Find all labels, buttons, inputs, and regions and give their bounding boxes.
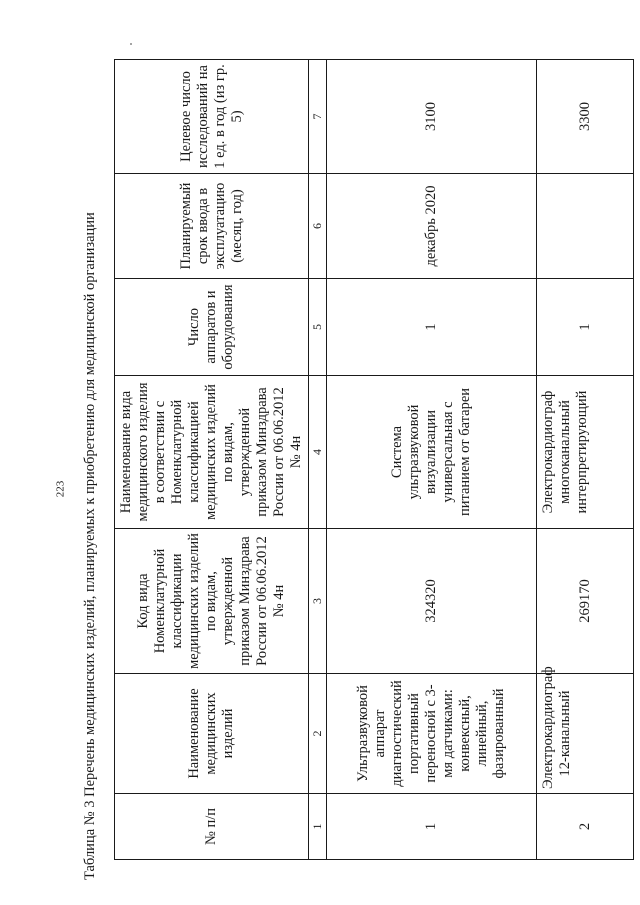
row-number: 1 <box>327 794 537 860</box>
page-number: 223 <box>54 480 67 498</box>
header-cell: Планируемый срок ввода в эксплуатацию (месяц, год) <box>115 174 309 279</box>
target-studies: 3100 <box>327 60 537 174</box>
header-cell: № п/п <box>115 794 309 860</box>
device-name: Электрокардиограф 12-канальный <box>537 674 634 794</box>
column-number-row <box>309 60 327 860</box>
medical-devices-table <box>114 59 634 860</box>
header-cell: Число аппаратов и оборудования <box>115 279 309 376</box>
header-cell: Целевое число исследований на 1 ед. в год (из гр. 5) <box>115 60 309 174</box>
column-number: 6 <box>309 174 327 279</box>
column-number: 3 <box>309 529 327 674</box>
commissioning-date: декабрь 2020 <box>327 174 537 279</box>
device-code: 269170 <box>537 529 634 674</box>
header-row <box>115 60 309 860</box>
table-caption: Таблица № 3 Перечень медицинских изделий, планируемых к приобретению для медицинской организации <box>82 212 98 880</box>
header-cell: Наименование медицинских изделий <box>115 674 309 794</box>
rotated-page-content <box>0 40 640 900</box>
table-row <box>537 60 634 860</box>
header-cell: Наименование вида медицинского изделия в соответствии с Номенклатурной классификацией медицинских изделий по видам, утвержденной приказом Минздрава России от 06.06.2012 № 4н <box>115 376 309 529</box>
column-number: 5 <box>309 279 327 376</box>
column-number: 7 <box>309 60 327 174</box>
target-studies: 3300 <box>537 60 634 174</box>
header-cell: Код вида Номенклатурной классификации медицинских изделий по видам, утвержденной приказом Минздрава России от 06.06.2012 № 4н <box>115 529 309 674</box>
device-count: 1 <box>537 279 634 376</box>
column-number: 1 <box>309 794 327 860</box>
device-type-name: Электрокардиограф многоканальный интерпретирующий <box>537 376 634 529</box>
column-number: 4 <box>309 376 327 529</box>
commissioning-date <box>537 174 634 279</box>
device-name: Ультразвуковой аппарат диагностический портативный переносной с 3-мя датчиками: конвексный, линейный, фазированный <box>327 674 537 794</box>
device-code: 324320 <box>327 529 537 674</box>
row-number: 2 <box>537 794 634 860</box>
table-row <box>327 60 537 860</box>
column-number: 2 <box>309 674 327 794</box>
device-count: 1 <box>327 279 537 376</box>
device-type-name: Система ультразвуковой визуализации универсальная с питанием от батареи <box>327 376 537 529</box>
